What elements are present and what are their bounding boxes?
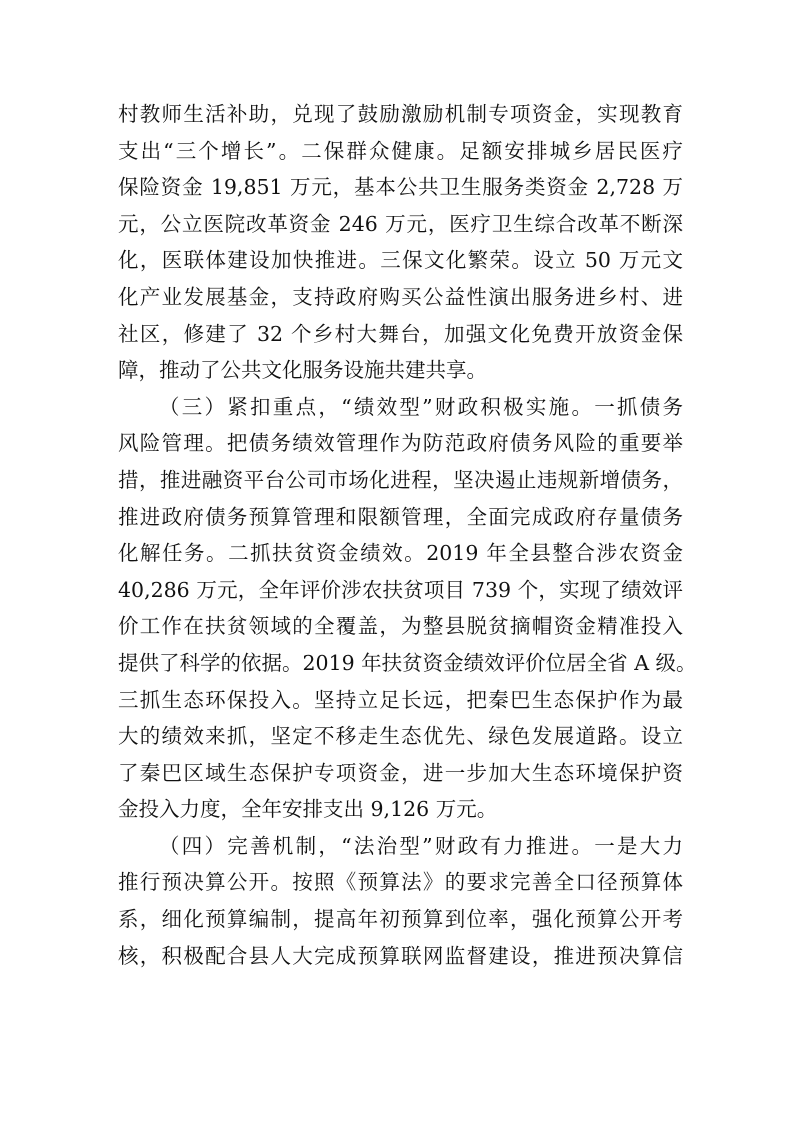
text-line: 40,286 万元，全年评价涉农扶贫项目 739 个，实现了绩效评	[118, 577, 683, 602]
text-line: 推行预决算公开。按照《预算法》的要求完善全口径预算体	[118, 870, 683, 895]
section-heading-line: （四）完善机制，“法治型”财政有力推进。一是大力	[159, 833, 683, 858]
text-line: 系，细化预算编制，提高年初预算到位率，强化预算公开考	[118, 907, 683, 932]
text-line: 核，积极配合县人大完成预算联网监督建设，推进预决算信	[118, 943, 683, 968]
text-line: 支出“三个增长”。二保群众健康。足额安排城乡居民医疗	[118, 138, 683, 163]
text-line: 风险管理。把债务绩效管理作为防范政府债务风险的重要举	[118, 431, 683, 456]
text-line: 社区，修建了 32 个乡村大舞台，加强文化免费开放资金保	[118, 321, 683, 346]
text-line: 障，推动了公共文化服务设施共建共享。	[118, 358, 487, 383]
text-line: 化解任务。二抓扶贫资金绩效。2019 年全县整合涉农资金	[118, 541, 683, 566]
text-line: 保险资金 19,851 万元，基本公共卫生服务类资金 2,728 万	[118, 175, 683, 200]
text-line: 元，公立医院改革资金 246 万元，医疗卫生综合改革不断深	[118, 211, 683, 236]
text-line: 村教师生活补助，兑现了鼓励激励机制专项资金，实现教育	[118, 102, 683, 126]
text-line: 了秦巴区域生态保护专项资金，进一步加大生态环境保护资	[118, 760, 683, 785]
text-line: 化产业发展基金，支持政府购买公益性演出服务进乡村、进	[118, 284, 683, 309]
text-line: 价工作在扶贫领域的全覆盖，为整县脱贫摘帽资金精准投入	[118, 614, 683, 639]
section-heading-line: （三）紧扣重点，“绩效型”财政积极实施。一抓债务	[159, 394, 683, 419]
body-text	[118, 96, 697, 974]
text-line: 化，医联体建设加快推进。三保文化繁荣。设立 50 万元文	[118, 248, 683, 273]
text-line: 金投入力度，全年安排支出 9,126 万元。	[118, 797, 498, 822]
text-line: 措，推进融资平台公司市场化进程，坚决遏止违规新增债务，	[118, 467, 683, 492]
text-line: 大的绩效来抓，坚定不移走生态优先、绿色发展道路。设立	[118, 724, 683, 749]
text-line: 提供了科学的依据。2019 年扶贫资金绩效评价位居全省 A 级。	[118, 650, 697, 675]
text-line: 推进政府债务预算管理和限额管理，全面完成政府存量债务	[118, 504, 683, 529]
text-line: 三抓生态环保投入。坚持立足长远，把秦巴生态保护作为最	[118, 687, 683, 712]
